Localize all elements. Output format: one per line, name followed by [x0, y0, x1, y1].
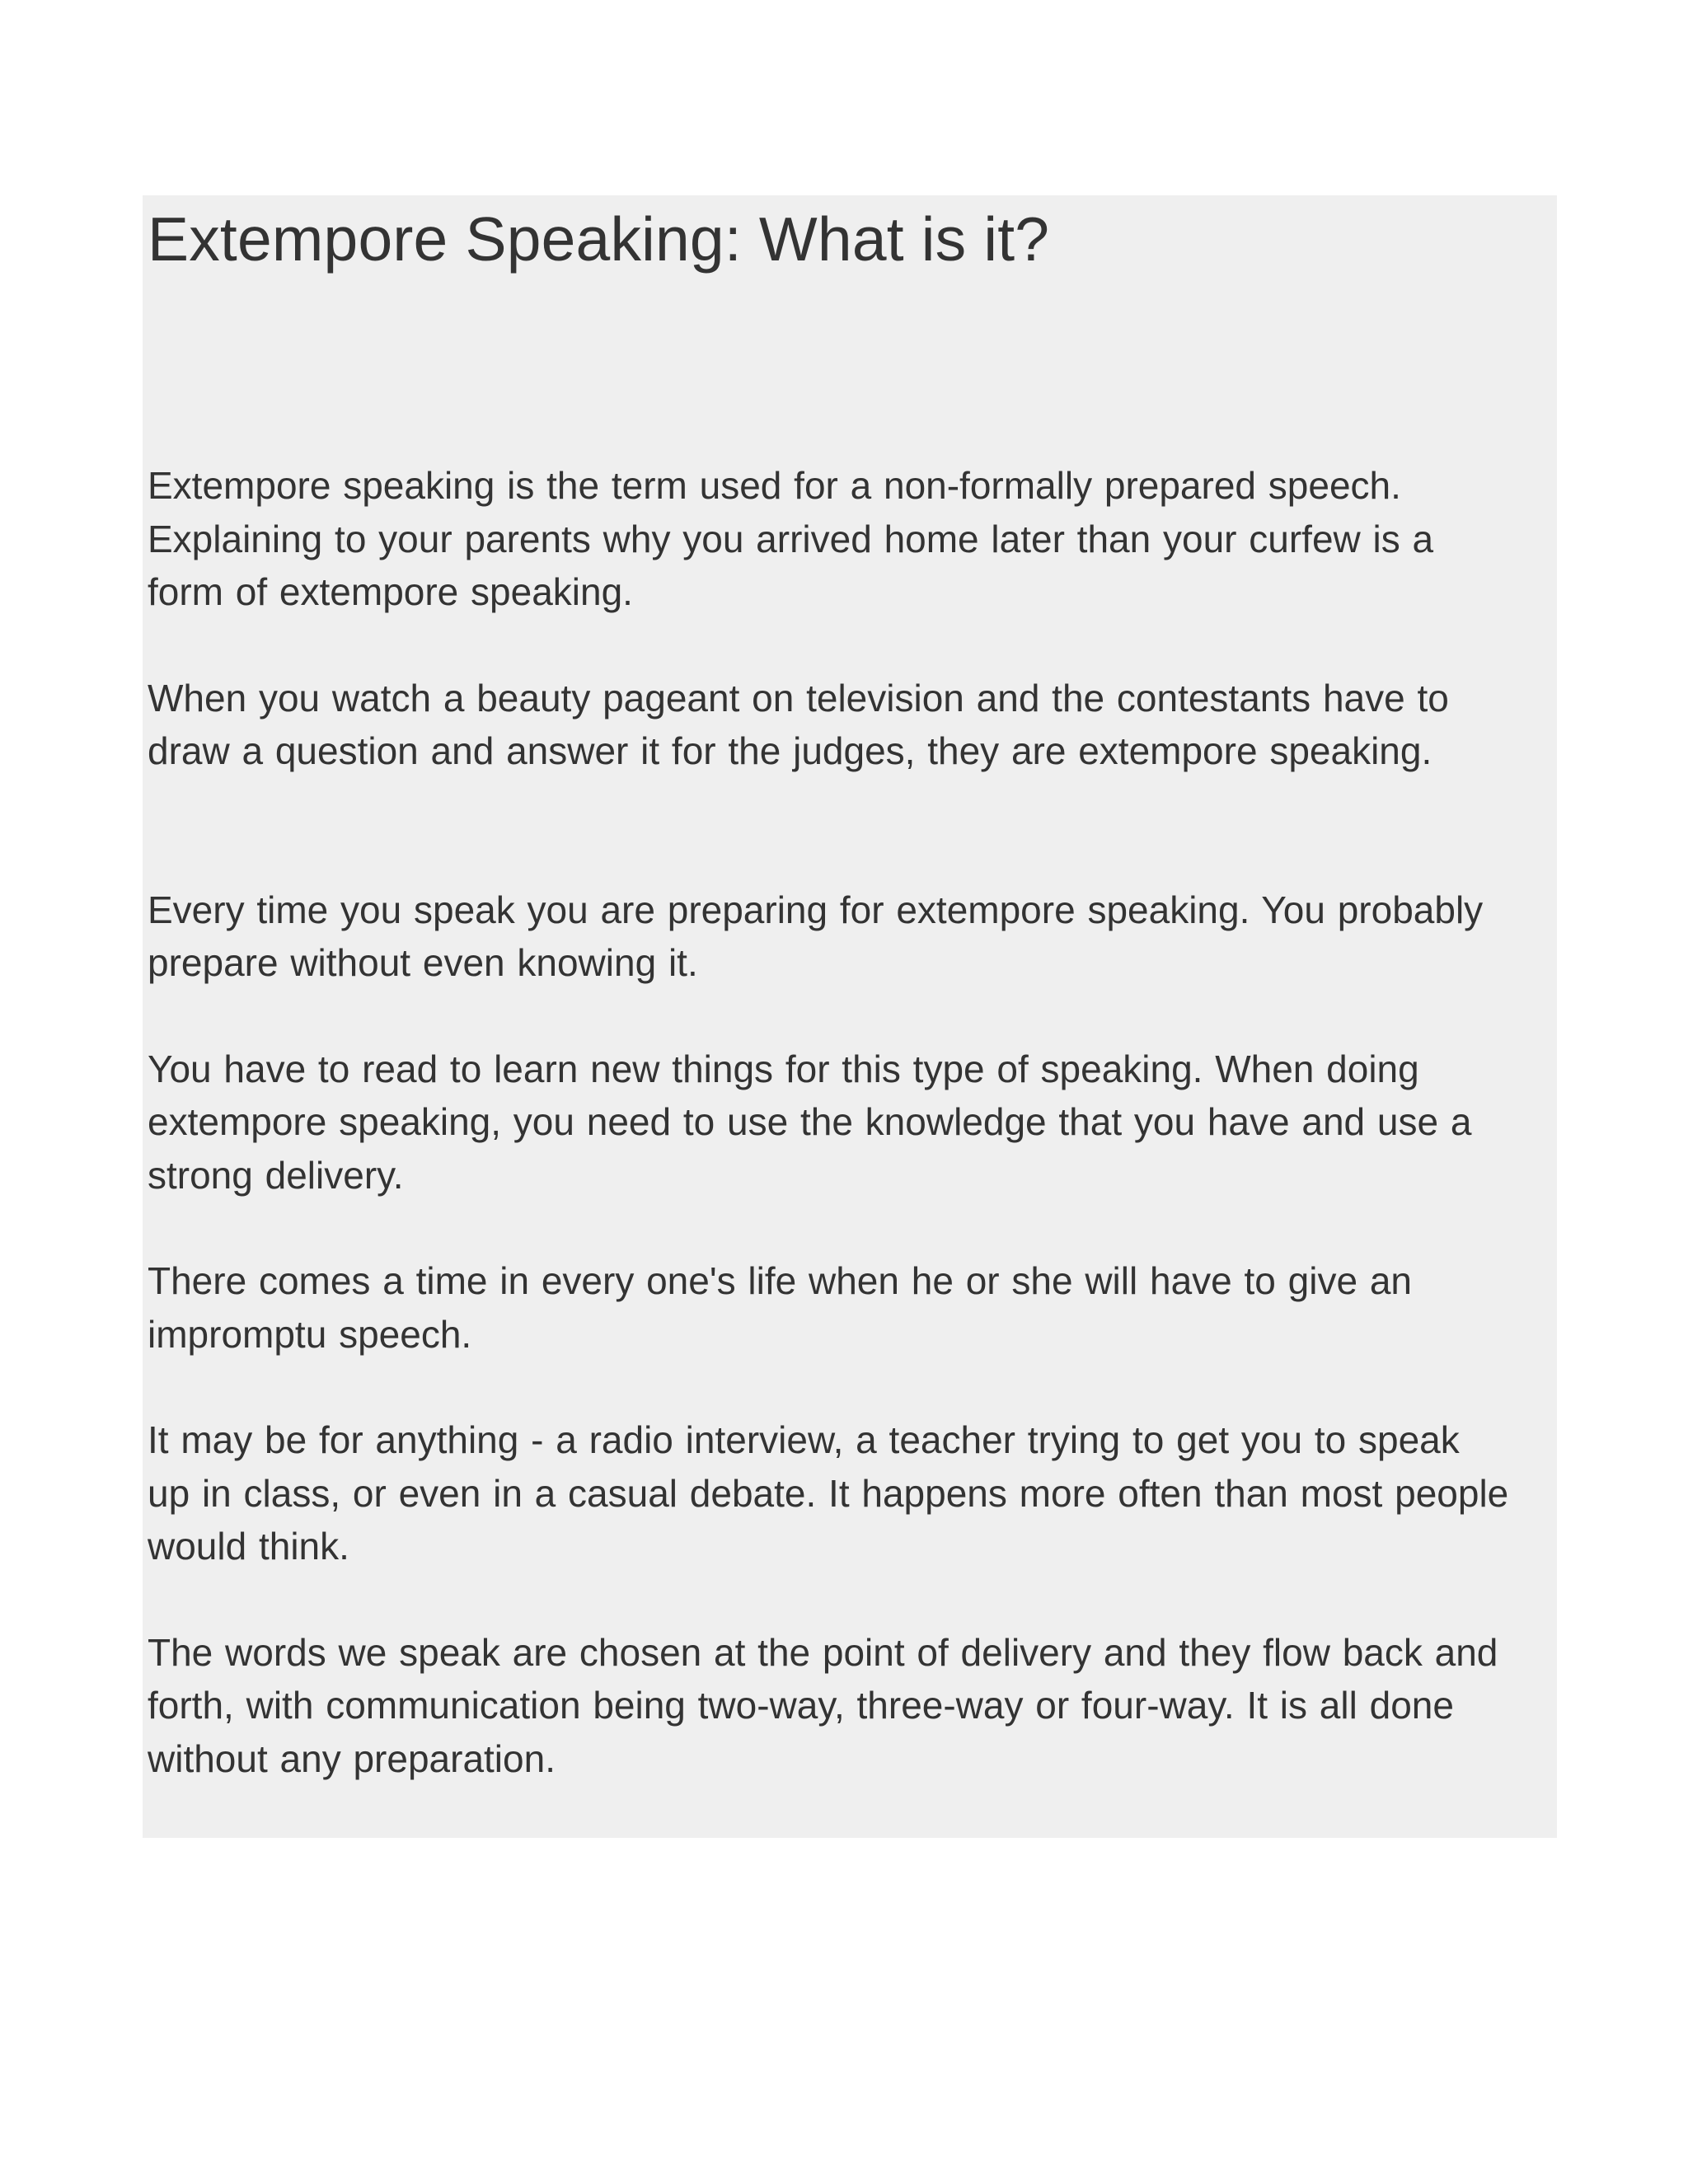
paragraph-7 — [148, 1626, 1542, 1786]
paragraph-3 — [148, 883, 1542, 990]
text-line: draw a question and answer it for the judges, they are extempore speaking. — [148, 729, 1432, 772]
text-line: forth, with communication being two-way, three-way or four-way. It is all done — [148, 1684, 1454, 1727]
text-line: would think. — [148, 1525, 349, 1568]
text-line: Extempore speaking is the term used for a non-formally prepared speech. — [148, 464, 1401, 507]
text-line: prepare without even knowing it. — [148, 941, 698, 984]
text-line: The words we speak are chosen at the point of delivery and they flow back and — [148, 1630, 1498, 1674]
text-line: There comes a time in every one's life when he or she will have to give an — [148, 1259, 1412, 1302]
text-line: Every time you speak you are preparing for extempore speaking. You probably — [148, 888, 1484, 931]
text-line: up in class, or even in a casual debate. It happens more often than most people — [148, 1471, 1509, 1515]
text-line: When you watch a beauty pageant on television and the contestants have to — [148, 676, 1449, 719]
paragraph-1 — [148, 459, 1542, 619]
page-title: Extempore Speaking: What is it? — [148, 204, 1050, 274]
text-line: extempore speaking, you need to use the knowledge that you have and use a — [148, 1100, 1472, 1143]
text-line: impromptu speech. — [148, 1312, 472, 1356]
text-line: Explaining to your parents why you arrived home later than your curfew is a — [148, 517, 1434, 560]
paragraph-6 — [148, 1413, 1542, 1573]
paragraph-2 — [148, 672, 1542, 778]
text-line: You have to read to learn new things for this type of speaking. When doing — [148, 1047, 1419, 1090]
paragraph-4 — [148, 1043, 1542, 1202]
paragraph-5 — [148, 1254, 1542, 1361]
content-panel — [143, 195, 1557, 1838]
text-line: without any preparation. — [148, 1736, 556, 1780]
text-line: It may be for anything - a radio interview, a teacher trying to get you to speak — [148, 1418, 1460, 1461]
text-line: strong delivery. — [148, 1153, 404, 1197]
text-line: form of extempore speaking. — [148, 570, 633, 613]
